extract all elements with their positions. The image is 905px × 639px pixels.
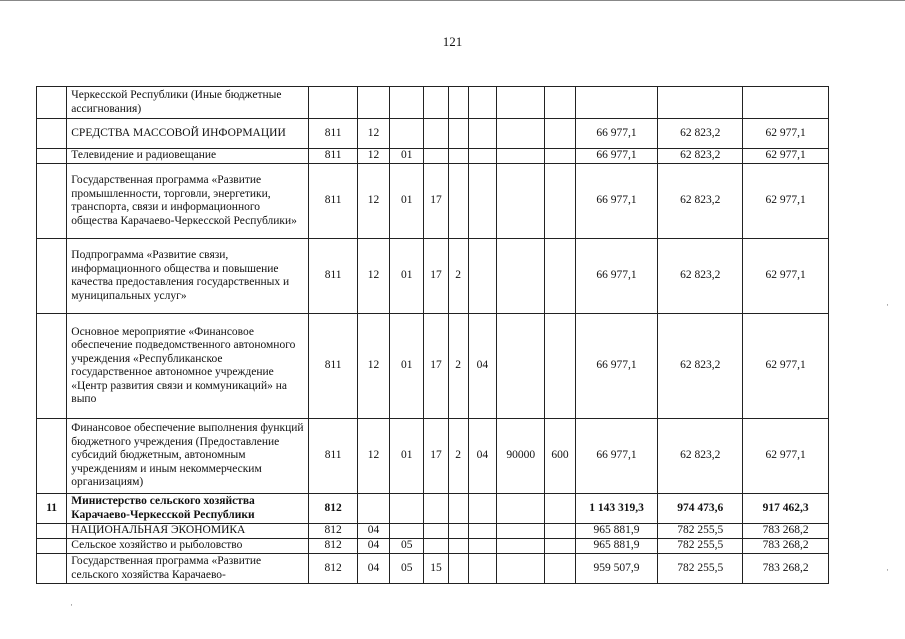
subsection-code-cell	[390, 119, 424, 149]
expense-type-code-cell	[545, 539, 575, 554]
target-article-code-4-cell	[497, 119, 545, 149]
subsection-code-cell	[390, 524, 424, 539]
amount-year-1-cell: 66 977,1	[575, 314, 658, 419]
ministry-code-cell: 811	[309, 419, 357, 494]
scan-mark: ·	[886, 300, 889, 310]
amount-year-2-cell: 782 255,5	[658, 539, 743, 554]
table-row	[37, 149, 829, 164]
target-article-code-2-cell	[448, 554, 468, 584]
table-row	[37, 119, 829, 149]
subsection-code-cell: 01	[390, 419, 424, 494]
target-article-code-3-cell	[468, 239, 496, 314]
amount-year-1-cell: 66 977,1	[575, 239, 658, 314]
ministry-code-cell: 811	[309, 119, 357, 149]
target-article-code-1-cell	[424, 494, 448, 524]
section-code-cell: 12	[357, 164, 389, 239]
expense-type-code-cell: 600	[545, 419, 575, 494]
target-article-code-4-cell	[497, 149, 545, 164]
amount-year-2-cell: 782 255,5	[658, 524, 743, 539]
row-number-cell	[37, 239, 67, 314]
target-article-code-4-cell: 90000	[497, 419, 545, 494]
row-number-cell	[37, 419, 67, 494]
amount-year-3-cell: 62 977,1	[743, 419, 829, 494]
target-article-code-2-cell	[448, 524, 468, 539]
table-row	[37, 87, 829, 119]
row-number-cell	[37, 554, 67, 584]
item-name-cell: Основное мероприятие «Финансовое обеспечение подведомственного автономного учреждения «Республиканское государственное автономное учреждение «Центр развития связи и коммуникаций» на выпо	[67, 314, 309, 419]
item-name-cell: Подпрограмма «Развитие связи, информационного общества и повышение качества предоставления государственных и муниципальных услуг»	[67, 239, 309, 314]
ministry-code-cell: 812	[309, 539, 357, 554]
target-article-code-1-cell: 17	[424, 164, 448, 239]
subsection-code-cell: 01	[390, 164, 424, 239]
amount-year-1-cell: 965 881,9	[575, 524, 658, 539]
amount-year-3-cell: 62 977,1	[743, 164, 829, 239]
section-code-cell	[357, 494, 389, 524]
target-article-code-1-cell	[424, 539, 448, 554]
row-number-cell	[37, 164, 67, 239]
section-code-cell: 04	[357, 554, 389, 584]
subsection-code-cell: 01	[390, 239, 424, 314]
expense-type-code-cell	[545, 149, 575, 164]
target-article-code-2-cell	[448, 119, 468, 149]
target-article-code-1-cell: 17	[424, 239, 448, 314]
amount-year-2-cell: 62 823,2	[658, 149, 743, 164]
amount-year-3-cell: 62 977,1	[743, 119, 829, 149]
expense-type-code-cell	[545, 524, 575, 539]
ministry-code-cell	[309, 87, 357, 119]
amount-year-3-cell: 62 977,1	[743, 314, 829, 419]
table-row	[37, 164, 829, 239]
section-code-cell: 12	[357, 149, 389, 164]
amount-year-2-cell: 782 255,5	[658, 554, 743, 584]
target-article-code-3-cell	[468, 524, 496, 539]
row-number-cell: 11	[37, 494, 67, 524]
target-article-code-3-cell	[468, 149, 496, 164]
target-article-code-1-cell	[424, 87, 448, 119]
target-article-code-3-cell: 04	[468, 419, 496, 494]
target-article-code-2-cell	[448, 87, 468, 119]
amount-year-1-cell: 1 143 319,3	[575, 494, 658, 524]
target-article-code-3-cell	[468, 87, 496, 119]
table-row	[37, 554, 829, 584]
target-article-code-1-cell: 15	[424, 554, 448, 584]
expense-type-code-cell	[545, 119, 575, 149]
item-name-cell: Государственная программа «Развитие промышленности, торговли, энергетики, транспорта, связи и информационного общества Карачаево-Черкесской Республики»	[67, 164, 309, 239]
ministry-code-cell: 812	[309, 524, 357, 539]
amount-year-1-cell	[575, 87, 658, 119]
target-article-code-4-cell	[497, 539, 545, 554]
section-code-cell: 12	[357, 119, 389, 149]
target-article-code-1-cell	[424, 524, 448, 539]
row-number-cell	[37, 149, 67, 164]
target-article-code-2-cell: 2	[448, 419, 468, 494]
target-article-code-3-cell	[468, 554, 496, 584]
amount-year-3-cell: 783 268,2	[743, 539, 829, 554]
row-number-cell	[37, 524, 67, 539]
target-article-code-3-cell	[468, 494, 496, 524]
page-top-edge	[0, 0, 905, 1]
ministry-code-cell: 812	[309, 494, 357, 524]
target-article-code-1-cell	[424, 119, 448, 149]
row-number-cell	[37, 314, 67, 419]
target-article-code-4-cell	[497, 524, 545, 539]
target-article-code-4-cell	[497, 239, 545, 314]
expense-type-code-cell	[545, 494, 575, 524]
item-name-cell: СРЕДСТВА МАССОВОЙ ИНФОРМАЦИИ	[67, 119, 309, 149]
target-article-code-3-cell	[468, 539, 496, 554]
target-article-code-3-cell	[468, 164, 496, 239]
target-article-code-2-cell	[448, 149, 468, 164]
scan-mark: ·	[70, 600, 73, 610]
section-code-cell: 04	[357, 539, 389, 554]
expense-type-code-cell	[545, 87, 575, 119]
amount-year-2-cell: 974 473,6	[658, 494, 743, 524]
row-number-cell	[37, 87, 67, 119]
row-number-cell	[37, 539, 67, 554]
item-name-cell: Государственная программа «Развитие сельского хозяйства Карачаево-	[67, 554, 309, 584]
item-name-cell: НАЦИОНАЛЬНАЯ ЭКОНОМИКА	[67, 524, 309, 539]
budget-table	[36, 86, 829, 584]
expense-type-code-cell	[545, 554, 575, 584]
ministry-code-cell: 811	[309, 164, 357, 239]
amount-year-1-cell: 66 977,1	[575, 419, 658, 494]
target-article-code-1-cell: 17	[424, 419, 448, 494]
table-row	[37, 494, 829, 524]
target-article-code-4-cell	[497, 87, 545, 119]
item-name-cell: Финансовое обеспечение выполнения функций бюджетного учреждения (Предоставление субсидий бюджетным, автономным учреждениям и иным некоммерческим организациям)	[67, 419, 309, 494]
target-article-code-4-cell	[497, 494, 545, 524]
budget-table-body	[37, 87, 829, 584]
section-code-cell: 12	[357, 419, 389, 494]
table-row	[37, 524, 829, 539]
ministry-code-cell: 811	[309, 314, 357, 419]
amount-year-1-cell: 66 977,1	[575, 149, 658, 164]
section-code-cell: 04	[357, 524, 389, 539]
amount-year-2-cell	[658, 87, 743, 119]
target-article-code-2-cell: 2	[448, 239, 468, 314]
table-row	[37, 314, 829, 419]
target-article-code-2-cell	[448, 494, 468, 524]
target-article-code-1-cell: 17	[424, 314, 448, 419]
amount-year-2-cell: 62 823,2	[658, 239, 743, 314]
amount-year-3-cell: 917 462,3	[743, 494, 829, 524]
scan-mark: ·	[886, 565, 889, 575]
amount-year-1-cell: 959 507,9	[575, 554, 658, 584]
subsection-code-cell: 01	[390, 149, 424, 164]
section-code-cell	[357, 87, 389, 119]
amount-year-1-cell: 66 977,1	[575, 164, 658, 239]
section-code-cell: 12	[357, 314, 389, 419]
expense-type-code-cell	[545, 164, 575, 239]
item-name-cell: Черкесской Республики (Иные бюджетные ассигнования)	[67, 87, 309, 119]
subsection-code-cell	[390, 494, 424, 524]
target-article-code-2-cell	[448, 539, 468, 554]
subsection-code-cell: 05	[390, 554, 424, 584]
item-name-cell: Министерство сельского хозяйства Карачаево-Черкесской Республики	[67, 494, 309, 524]
row-number-cell	[37, 119, 67, 149]
target-article-code-3-cell	[468, 119, 496, 149]
amount-year-3-cell	[743, 87, 829, 119]
item-name-cell: Телевидение и радиовещание	[67, 149, 309, 164]
subsection-code-cell: 05	[390, 539, 424, 554]
amount-year-3-cell: 62 977,1	[743, 149, 829, 164]
target-article-code-4-cell	[497, 314, 545, 419]
target-article-code-4-cell	[497, 554, 545, 584]
target-article-code-1-cell	[424, 149, 448, 164]
subsection-code-cell: 01	[390, 314, 424, 419]
amount-year-2-cell: 62 823,2	[658, 119, 743, 149]
amount-year-3-cell: 783 268,2	[743, 524, 829, 539]
ministry-code-cell: 812	[309, 554, 357, 584]
target-article-code-3-cell: 04	[468, 314, 496, 419]
table-row	[37, 239, 829, 314]
ministry-code-cell: 811	[309, 239, 357, 314]
amount-year-3-cell: 62 977,1	[743, 239, 829, 314]
amount-year-1-cell: 66 977,1	[575, 119, 658, 149]
target-article-code-2-cell	[448, 164, 468, 239]
expense-type-code-cell	[545, 314, 575, 419]
ministry-code-cell: 811	[309, 149, 357, 164]
amount-year-2-cell: 62 823,2	[658, 164, 743, 239]
amount-year-3-cell: 783 268,2	[743, 554, 829, 584]
expense-type-code-cell	[545, 239, 575, 314]
subsection-code-cell	[390, 87, 424, 119]
target-article-code-2-cell: 2	[448, 314, 468, 419]
page-number: 121	[442, 34, 463, 49]
amount-year-2-cell: 62 823,2	[658, 314, 743, 419]
section-code-cell: 12	[357, 239, 389, 314]
amount-year-1-cell: 965 881,9	[575, 539, 658, 554]
table-row	[37, 419, 829, 494]
item-name-cell: Сельское хозяйство и рыболовство	[67, 539, 309, 554]
target-article-code-4-cell	[497, 164, 545, 239]
table-row	[37, 539, 829, 554]
amount-year-2-cell: 62 823,2	[658, 419, 743, 494]
